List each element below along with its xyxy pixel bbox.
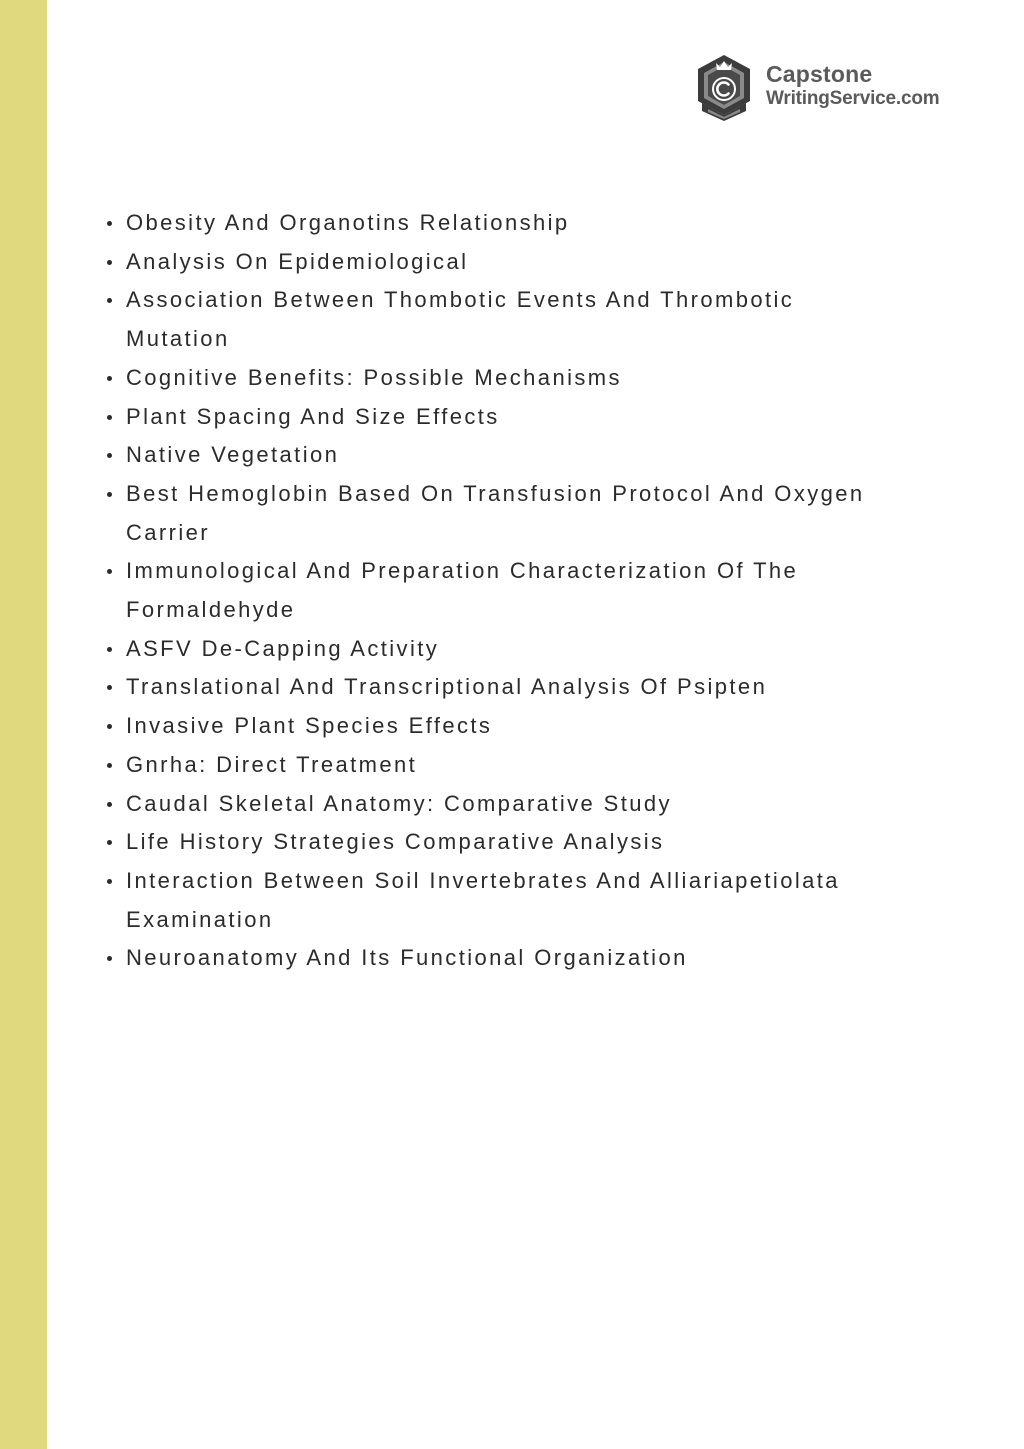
topic-list-item	[104, 552, 904, 629]
topic-text: Native Vegetation	[126, 442, 340, 468]
topic-list-item	[104, 204, 904, 243]
bullet-icon	[107, 453, 112, 458]
topic-list-item	[104, 862, 904, 939]
topic-list-item	[104, 668, 904, 707]
topic-list-item	[104, 475, 904, 552]
side-accent-bar	[0, 0, 47, 1449]
topic-list-item	[104, 707, 904, 746]
topic-text: Interaction Between Soil Invertebrates And Alliariapetiolata Examination	[126, 867, 840, 932]
topic-list-item	[104, 436, 904, 475]
bullet-icon	[107, 221, 112, 226]
topic-text: Neuroanatomy And Its Functional Organization	[126, 945, 688, 971]
topic-text: Gnrha: Direct Treatment	[126, 751, 418, 777]
bullet-icon	[107, 956, 112, 961]
topic-text: Caudal Skeletal Anatomy: Comparative Study	[126, 790, 672, 816]
bullet-icon	[107, 879, 112, 884]
topic-list-item	[104, 939, 904, 978]
topic-text: Life History Strategies Comparative Analysis	[126, 829, 665, 855]
topic-text: Plant Spacing And Size Effects	[126, 403, 500, 429]
topic-list	[104, 204, 904, 978]
bullet-icon	[107, 260, 112, 265]
topic-list-item	[104, 630, 904, 669]
topic-list-item	[104, 785, 904, 824]
topic-list-item	[104, 281, 904, 358]
logo-line-capstone: Capstone	[766, 61, 873, 87]
topic-list-item	[104, 398, 904, 437]
topic-text: Immunological And Preparation Characterization Of The Formaldehyde	[126, 558, 799, 623]
topic-list-item	[104, 359, 904, 398]
topic-text: Analysis On Epidemiological	[126, 248, 469, 274]
bullet-icon	[107, 685, 112, 690]
topic-text: Translational And Transcriptional Analysis Of Psipten	[126, 674, 768, 700]
bullet-icon	[107, 415, 112, 420]
bullet-icon	[107, 724, 112, 729]
bullet-icon	[107, 763, 112, 768]
topic-text: Cognitive Benefits: Possible Mechanisms	[126, 364, 622, 390]
bullet-icon	[107, 492, 112, 497]
topic-text: ASFV De-Capping Activity	[126, 635, 440, 661]
topic-text: Best Hemoglobin Based On Transfusion Protocol And Oxygen Carrier	[126, 480, 865, 545]
bullet-icon	[107, 840, 112, 845]
topic-list-item	[104, 746, 904, 785]
bullet-icon	[107, 802, 112, 807]
topic-list-item	[104, 243, 904, 282]
topic-text: Obesity And Organotins Relationship	[126, 210, 570, 235]
bullet-icon	[107, 569, 112, 574]
bullet-icon	[107, 376, 112, 381]
topic-list-item	[104, 823, 904, 862]
topic-text: Invasive Plant Species Effects	[126, 713, 493, 739]
bullet-icon	[107, 298, 112, 303]
logo-line-domain: WritingService.com	[766, 88, 940, 109]
bullet-icon	[107, 647, 112, 652]
capstone-logo	[694, 53, 984, 123]
topic-text: Association Between Thombotic Events And Thrombotic Mutation	[126, 287, 795, 352]
shield-c-icon	[694, 53, 754, 123]
logo-wordmark	[766, 63, 939, 108]
